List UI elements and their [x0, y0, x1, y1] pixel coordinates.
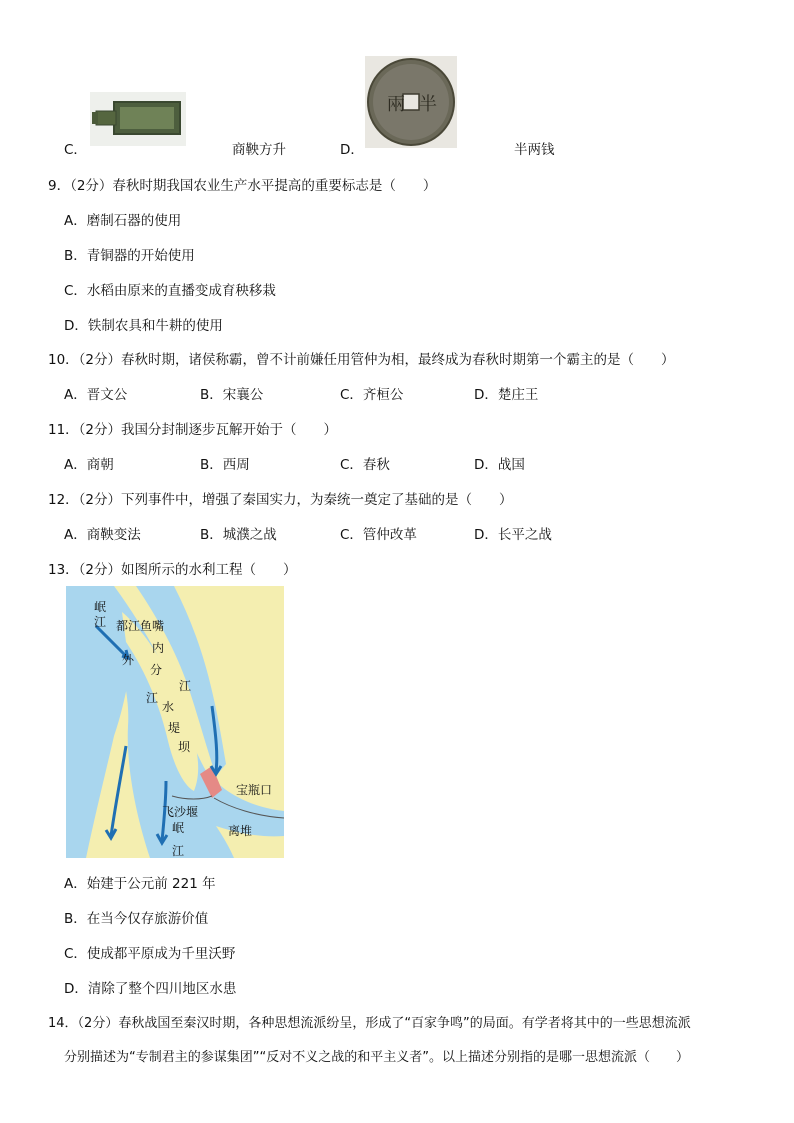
- q11-option-d[interactable]: D．战国: [474, 457, 525, 473]
- map-label-dujiang-yuzui: 都江鱼嘴: [116, 619, 165, 633]
- q8-option-c-caption: 商鞅方升: [232, 142, 286, 158]
- map-label-minjiang-bottom-1: 岷: [172, 821, 185, 835]
- map-label-wai: 外: [122, 653, 135, 667]
- q12-option-a[interactable]: A．商鞅变法: [64, 527, 141, 543]
- q11-option-a[interactable]: A．商朝: [64, 457, 114, 473]
- coin-char-right: 半: [419, 94, 437, 115]
- map-label-jiang-right: 江: [179, 679, 192, 693]
- q8-option-d-caption: 半两钱: [514, 142, 555, 158]
- q12-stem: 12．（2分）下列事件中，增强了秦国实力，为秦统一奠定了基础的是（ ）: [48, 492, 513, 508]
- q10-stem: 10．（2分）春秋时期，诸侯称霸，曾不计前嫌任用管仲为相，最终成为春秋时期第一个霸主的是（ ）: [48, 352, 675, 368]
- dujiangyan-map: [66, 586, 284, 858]
- q10-option-d[interactable]: D．楚庄王: [474, 387, 539, 403]
- q11-option-c[interactable]: C．春秋: [340, 457, 390, 473]
- q9-option-c[interactable]: C．水稻由原来的直播变成育秧移栽: [64, 283, 276, 299]
- q12-option-b[interactable]: B．城濮之战: [200, 527, 277, 543]
- map-label-lidui: 离堆: [228, 824, 253, 838]
- map-label-ti: 堤: [168, 721, 181, 735]
- q10-option-b[interactable]: B．宋襄公: [200, 387, 264, 403]
- q8-option-c-letter: C．: [64, 142, 87, 158]
- q13-stem: 13．（2分）如图所示的水利工程（ ）: [48, 562, 297, 578]
- q14-stem-line-1: 14．（2分）春秋战国至秦汉时期，各种思想流派纷呈，形成了“百家争鸣”的局面。有学者将其中的一些思想流派: [48, 1016, 691, 1031]
- q13-option-d[interactable]: D．清除了整个四川地区水患: [64, 981, 237, 997]
- q9-option-d[interactable]: D．铁制农具和牛耕的使用: [64, 318, 223, 334]
- map-label-nei: 内: [152, 641, 165, 655]
- q11-option-b[interactable]: B．西周: [200, 457, 250, 473]
- banliang-coin-image: [365, 56, 457, 148]
- q9-option-a[interactable]: A．磨制石器的使用: [64, 213, 182, 229]
- q9-option-b[interactable]: B．青铜器的开始使用: [64, 248, 195, 264]
- q13-option-c[interactable]: C．使成都平原成为千里沃野: [64, 946, 236, 962]
- q10-option-c[interactable]: C．齐桓公: [340, 387, 404, 403]
- map-label-minjiang-top-1: 岷: [94, 600, 107, 614]
- q8-option-d-letter: D．: [340, 142, 364, 158]
- map-label-feishayan: 飞沙堰: [162, 805, 199, 819]
- bronze-measure-image: [90, 92, 186, 146]
- q10-option-a[interactable]: A．晋文公: [64, 387, 128, 403]
- map-label-ba: 坝: [178, 740, 191, 754]
- map-label-minjiang-top-2: 江: [94, 615, 107, 629]
- coin-char-left: 兩: [387, 94, 405, 115]
- q9-stem: 9．（2分）春秋时期我国农业生产水平提高的重要标志是（ ）: [48, 178, 437, 194]
- map-label-baopingkou: 宝瓶口: [236, 783, 273, 797]
- q11-stem: 11．（2分）我国分封制逐步瓦解开始于（ ）: [48, 422, 338, 438]
- map-label-fen: 分: [150, 663, 163, 677]
- map-label-jiang-left: 江: [146, 691, 159, 705]
- q14-stem-line-2: 分别描述为“专制君主的参谋集团”“反对不义之战的和平主义者”。以上描述分别指的是哪一思想流派（ ）: [64, 1050, 689, 1065]
- q13-option-a[interactable]: A．始建于公元前 221 年: [64, 876, 216, 892]
- q12-option-c[interactable]: C．管仲改革: [340, 527, 417, 543]
- q12-option-d[interactable]: D．长平之战: [474, 527, 552, 543]
- q13-option-b[interactable]: B．在当今仅存旅游价值: [64, 911, 209, 927]
- map-label-shui: 水: [162, 700, 175, 714]
- map-label-minjiang-bottom-2: 江: [172, 844, 185, 858]
